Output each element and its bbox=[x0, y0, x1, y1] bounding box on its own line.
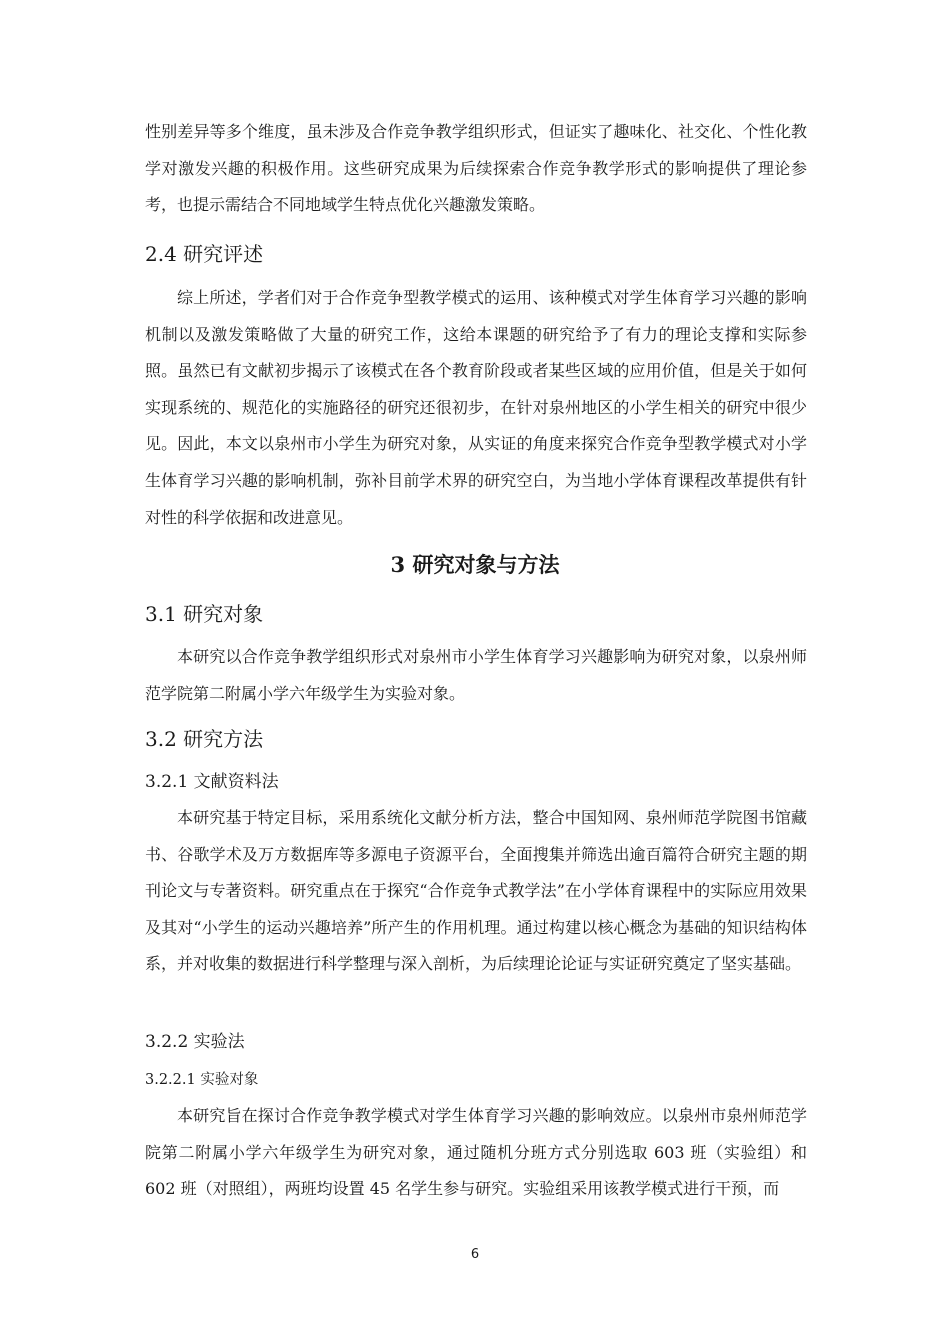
section-heading-2-4: 2.4 研究评述 bbox=[145, 242, 264, 266]
research-object-paragraph-block bbox=[145, 639, 807, 712]
subsection-heading-3-2-2-block bbox=[145, 1030, 807, 1054]
subsection-heading-3-2-1: 3.2.1 文献资料法 bbox=[145, 772, 279, 792]
research-object-paragraph: 本研究以合作竞争教学组织形式对泉州市小学生体育学习兴趣影响为研究对象，以泉州师范学院第二附属小学六年级学生为实验对象。 bbox=[145, 647, 807, 703]
section-heading-3-2: 3.2 研究方法 bbox=[145, 727, 264, 751]
subsubsection-heading-3-2-2-1-block bbox=[145, 1069, 807, 1091]
section-heading-3-1-block bbox=[145, 600, 807, 628]
intro-paragraph-block bbox=[145, 114, 807, 224]
subsection-heading-3-2-2: 3.2.2 实验法 bbox=[145, 1032, 245, 1052]
review-paragraph: 综上所述，学者们对于合作竞争型教学模式的运用、该种模式对学生体育学习兴趣的影响机制以及激发策略做了大量的研究工作，这给本课题的研究给予了有力的理论支撑和实际参照。虽然已有文献初步揭示了该模式在各个教育阶段或者某些区域的应用价值，但是关于如何实现系统的、规范化的实施路径的研究还很初步，在针对泉州地区的小学生相关的研究中很少见。因此，本文以泉州市小学生为研究对象，从实证的角度来探究合作竞争型教学模式对小学生体育学习兴趣的影响机制，弥补目前学术界的研究空白，为当地小学体育课程改革提供有针对性的科学依据和改进意见。 bbox=[145, 288, 807, 527]
section-heading-3-1: 3.1 研究对象 bbox=[145, 602, 264, 626]
literature-method-paragraph-block bbox=[145, 800, 807, 983]
section-heading-3-2-block bbox=[145, 725, 807, 753]
experiment-object-paragraph: 本研究旨在探讨合作竞争教学模式对学生体育学习兴趣的影响效应。以泉州市泉州师范学院第二附属小学六年级学生为研究对象，通过随机分班方式分别选取 603 班（实验组）和 602 班（对照组），两班均设置 45 名学生参与研究。实验组采用该教学模式进行干预，而 bbox=[145, 1106, 807, 1199]
chapter-heading-3: 3 研究对象与方法 bbox=[390, 552, 560, 577]
subsubsection-heading-3-2-2-1: 3.2.2.1 实验对象 bbox=[145, 1072, 259, 1088]
subsection-heading-3-2-1-block bbox=[145, 770, 807, 794]
experiment-object-paragraph-block bbox=[145, 1098, 807, 1208]
section-heading-2-4-block bbox=[145, 240, 807, 268]
review-paragraph-block bbox=[145, 280, 807, 536]
intro-paragraph: 性别差异等多个维度，虽未涉及合作竞争教学组织形式，但证实了趣味化、社交化、个性化教学对激发兴趣的积极作用。这些研究成果为后续探索合作竞争教学形式的影响提供了理论参考，也提示需结合不同地域学生特点优化兴趣激发策略。 bbox=[145, 122, 807, 215]
literature-method-paragraph: 本研究基于特定目标，采用系统化文献分析方法，整合中国知网、泉州师范学院图书馆藏书、谷歌学术及万方数据库等多源电子资源平台，全面搜集并筛选出逾百篇符合研究主题的期刊论文与专著资料。研究重点在于探究“合作竞争式教学法”在小学体育课程中的实际应用效果及其对“小学生的运动兴趣培养”所产生的作用机理。通过构建以核心概念为基础的知识结构体系，并对收集的数据进行科学整理与深入剖析，为后续理论论证与实证研究奠定了坚实基础。 bbox=[145, 808, 807, 974]
page-number: 6 bbox=[470, 1247, 480, 1262]
